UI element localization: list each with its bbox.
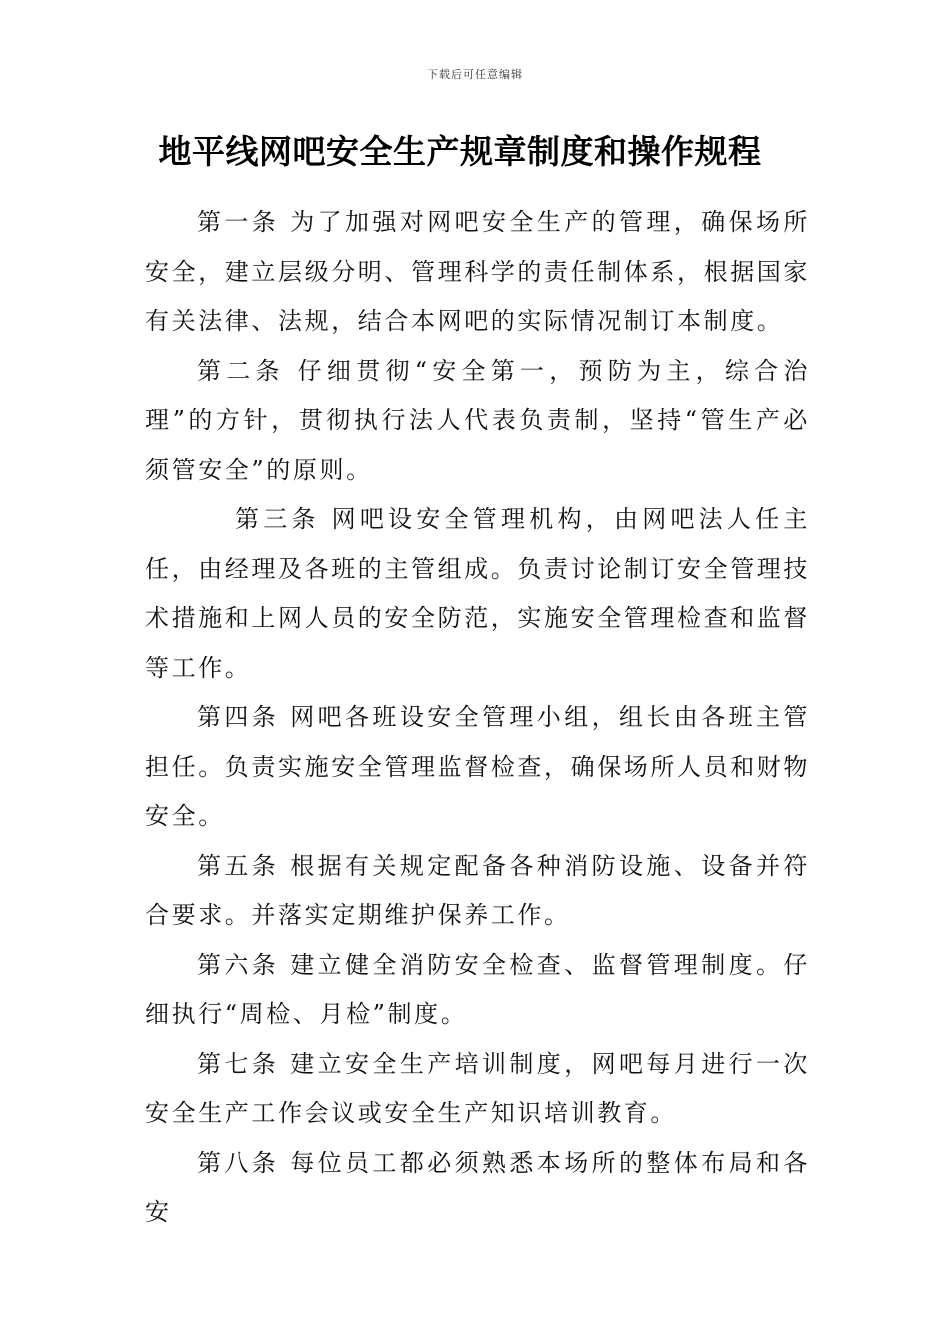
article-7: 第七条 建立安全生产培训制度，网吧每月进行一次安全生产工作会议或安全生产知识培训教育。	[145, 1049, 810, 1127]
article-5: 第五条 根据有关规定配备各种消防设施、设备并符合要求。并落实定期维护保养工作。	[145, 851, 810, 929]
article-6: 第六条 建立健全消防安全检查、监督管理制度。仔细执行“周检、月检”制度。	[145, 950, 810, 1028]
article-4: 第四条 网吧各班设安全管理小组，组长由各班主管担任。负责实施安全管理监督检查，确保场所人员和财物安全。	[145, 703, 810, 830]
article-2: 第二条 仔细贯彻“安全第一，预防为主，综合治理”的方针，贯彻执行法人代表负责制，坚持“管生产必须管安全”的原则。	[145, 356, 810, 484]
article-8: 第八条 每位员工都必须熟悉本场所的整体布局和各安	[145, 1148, 810, 1226]
header-note: 下载后可任意编辑	[427, 68, 523, 81]
document-title: 地平线网吧安全生产规章制度和操作规程	[158, 132, 762, 171]
article-3: 第三条 网吧设安全管理机构，由网吧法人任主任，由经理及各班的主管组成。负责讨论制订安全管理技术措施和上网人员的安全防范，实施安全管理检查和监督等工作。	[145, 505, 810, 682]
article-1: 第一条 为了加强对网吧安全生产的管理，确保场所安全，建立层级分明、管理科学的责任制体系，根据国家有关法律、法规，结合本网吧的实际情况制订本制度。	[145, 208, 810, 335]
document-body	[145, 198, 810, 1238]
